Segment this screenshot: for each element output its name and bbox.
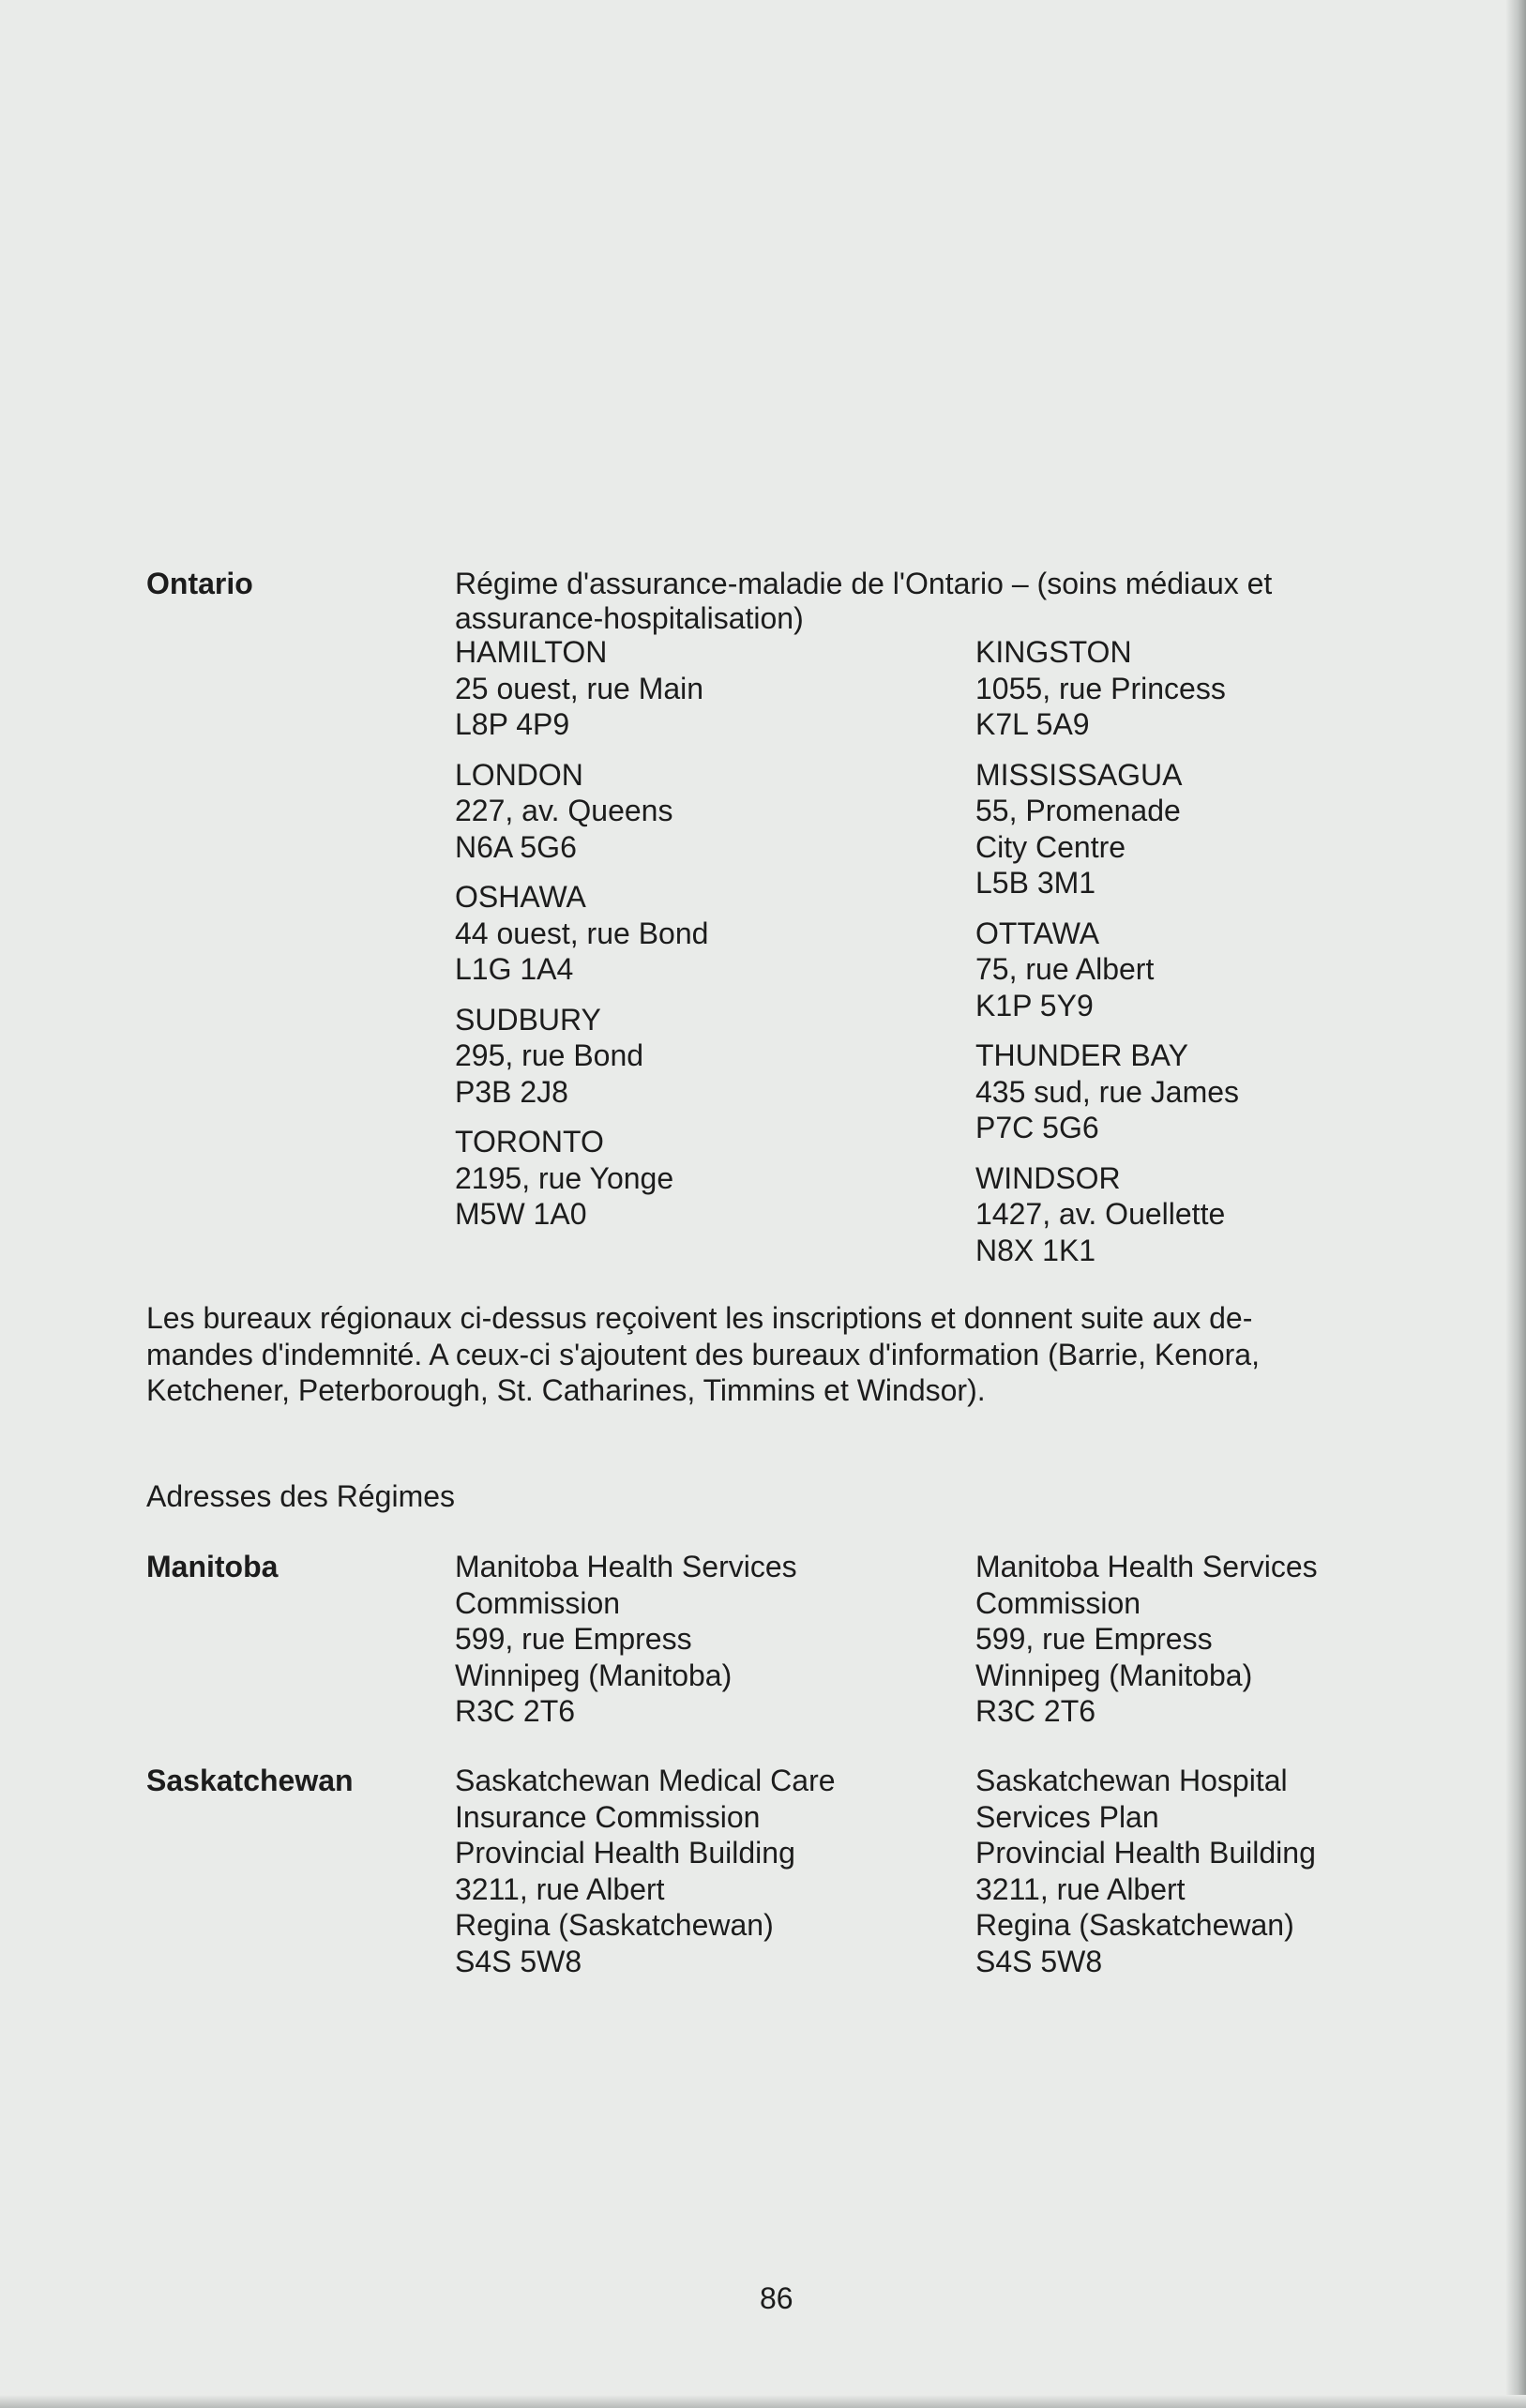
office-postal: P7C 5G6	[975, 1111, 1099, 1144]
address-line: Winnipeg (Manitoba)	[975, 1658, 1253, 1692]
province-label-manitoba: Manitoba	[146, 1550, 279, 1583]
office-street: 295, rue Bond	[455, 1038, 644, 1072]
address-line: Provincial Health Building	[975, 1836, 1316, 1870]
address-line: Insurance Commission	[455, 1799, 761, 1834]
office-street: 435 sud, rue James	[975, 1074, 1240, 1109]
address-line: Winnipeg (Manitoba)	[455, 1658, 733, 1692]
office-city: HAMILTON	[455, 635, 608, 669]
ontario-note-paragraph	[146, 1300, 1431, 1409]
office-street: 227, av. Queens	[455, 794, 673, 827]
address-line: 3211, rue Albert	[455, 1871, 665, 1906]
office-postal: L1G 1A4	[455, 952, 574, 986]
saskatchewan-address-left	[455, 1763, 836, 1979]
ontario-offices-right	[975, 634, 1239, 1268]
note-line: Ketchener, Peterborough, St. Catharines, Timmins et Windsor).	[146, 1373, 986, 1407]
page-number: 86	[760, 2281, 793, 2315]
office-city: LONDON	[455, 757, 583, 792]
address-line: Manitoba Health Services	[455, 1550, 797, 1583]
office-postal: L8P 4P9	[455, 707, 570, 741]
ontario-plan-title-line2: assurance-hospitalisation)	[455, 601, 804, 635]
address-line: S4S 5W8	[975, 1944, 1103, 1978]
office-street: 25 ouest, rue Main	[455, 671, 704, 705]
province-label-saskatchewan: Saskatchewan	[146, 1764, 354, 1797]
address-line: Commission	[975, 1585, 1141, 1620]
province-label-ontario: Ontario	[146, 567, 253, 600]
address-line: Regina (Saskatchewan)	[975, 1908, 1294, 1942]
address-line: Provincial Health Building	[455, 1836, 795, 1870]
address-line: Regina (Saskatchewan)	[455, 1908, 774, 1942]
address-line: 3211, rue Albert	[975, 1871, 1186, 1906]
office-city: OTTAWA	[975, 916, 1100, 950]
office-street: 1055, rue Princess	[975, 671, 1226, 705]
address-line: 599, rue Empress	[975, 1622, 1213, 1656]
office-street: 75, rue Albert	[975, 952, 1155, 986]
office-city: OSHAWA	[455, 880, 586, 914]
office-postal: K7L 5A9	[975, 707, 1090, 741]
office-city: THUNDER BAY	[975, 1038, 1188, 1072]
address-line: 599, rue Empress	[455, 1622, 692, 1656]
office-postal: N6A 5G6	[455, 829, 577, 864]
address-line: Services Plan	[975, 1799, 1159, 1834]
page-bottom-edge	[0, 2395, 1526, 2408]
office-postal: K1P 5Y9	[975, 988, 1094, 1022]
ontario-plan-title-line1: Régime d'assurance-maladie de l'Ontario – (soins médiaux et	[455, 567, 1273, 600]
address-line: R3C 2T6	[455, 1694, 576, 1728]
address-line: Commission	[455, 1585, 621, 1620]
address-line: Saskatchewan Medical Care	[455, 1764, 836, 1797]
office-street-extra: City Centre	[975, 829, 1126, 864]
address-line: Manitoba Health Services	[975, 1550, 1318, 1583]
saskatchewan-address-right	[975, 1763, 1316, 1979]
note-line: Les bureaux régionaux ci-dessus reçoivent les inscriptions et donnent suite aux de-	[146, 1301, 1253, 1335]
office-city: MISSISSAGUA	[975, 757, 1183, 792]
page-edge-shadow	[1505, 0, 1526, 2408]
office-postal: M5W 1A0	[455, 1197, 587, 1231]
manitoba-address-left	[455, 1549, 797, 1730]
office-street: 2195, rue Yonge	[455, 1160, 674, 1195]
office-postal: P3B 2J8	[455, 1074, 568, 1109]
address-line: Saskatchewan Hospital	[975, 1764, 1288, 1797]
office-postal: L5B 3M1	[975, 866, 1096, 900]
office-city: TORONTO	[455, 1125, 604, 1159]
office-street: 1427, av. Ouellette	[975, 1197, 1226, 1231]
addresses-heading: Adresses des Régimes	[146, 1479, 456, 1513]
note-line: mandes d'indemnité. A ceux-ci s'ajoutent des bureaux d'information (Barrie, Kenora,	[146, 1337, 1260, 1371]
ontario-offices-left	[455, 634, 708, 1233]
office-street: 55, Promenade	[975, 794, 1181, 827]
manitoba-address-right	[975, 1549, 1318, 1730]
address-line: S4S 5W8	[455, 1944, 582, 1978]
office-street: 44 ouest, rue Bond	[455, 916, 709, 950]
address-line: R3C 2T6	[975, 1694, 1096, 1728]
office-city: KINGSTON	[975, 635, 1132, 669]
office-city: SUDBURY	[455, 1002, 601, 1037]
office-postal: N8X 1K1	[975, 1233, 1096, 1267]
office-city: WINDSOR	[975, 1160, 1121, 1195]
